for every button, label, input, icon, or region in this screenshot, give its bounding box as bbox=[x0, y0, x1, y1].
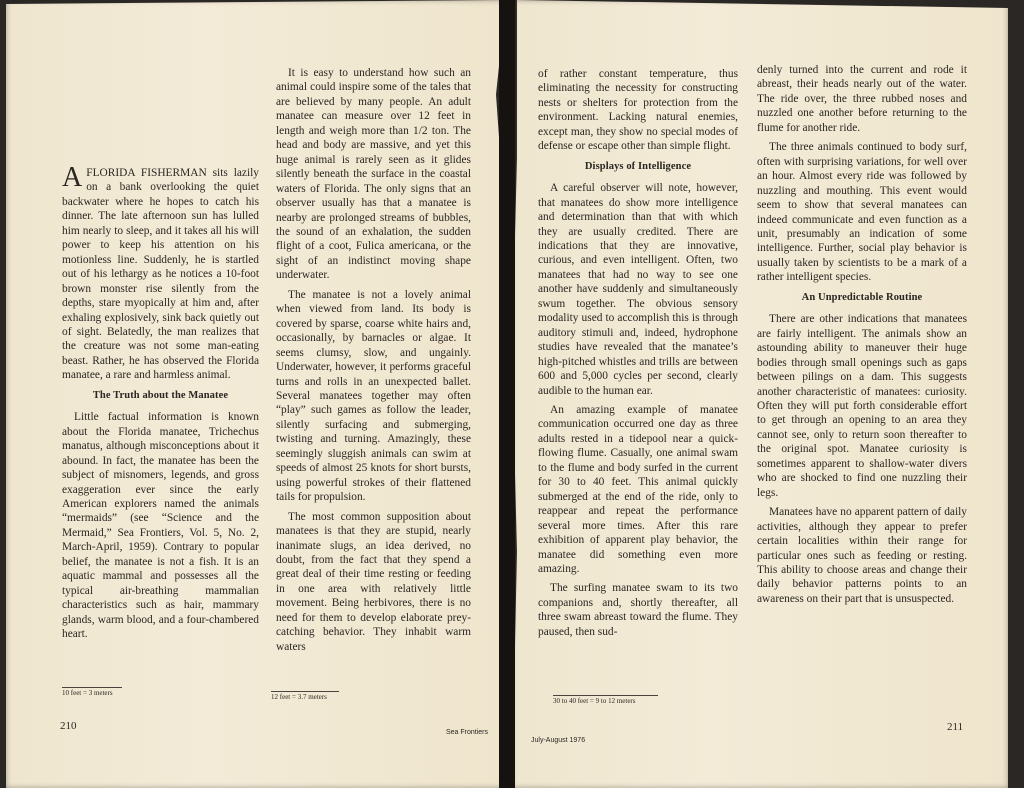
column-1 bbox=[62, 162, 259, 642]
intro-paragraph bbox=[62, 162, 259, 383]
column-3 bbox=[538, 67, 738, 639]
paragraph: The three animals continued to body surf, often with surprising variations, for well over an hour. Almost every ride was followed by nuzzling and mouthing. This event would seem to show that several manatees can indeed communicate and even function as a unit, presumably an indication of some intelligence. Further, social play behavior is usually taken by scientists to be a mark of a rather intelligent species. bbox=[757, 141, 967, 284]
paragraph: The most common supposition about manatees is that they are stupid, nearly inanimate slugs, an idea derived, no doubt, from the fact that they spend a great deal of their time resting or feeding in one area with relatively little movement. Being herbivores, there is no need for them to develop elaborate prey-catching behavior. They inhabit warm waters bbox=[276, 510, 471, 653]
paragraph: Manatees have no apparent pattern of daily activities, although they appear to prefer certain localities within their range for particular ones such as feeding or resting. This ability to choose areas and change their daily behavior patterns points to an awareness on their part that is unsuspected. bbox=[757, 506, 967, 605]
footnote: 10 feet = 3 meters bbox=[62, 687, 122, 698]
paragraph: There are other indications that manatees are fairly intelligent. The animals show an astounding ability to maneuver their huge bodies through small openings such as gaps between pilings on a dam. This suggests another characteristic of manatees: curiosity. Often they will put forth considerable effort to get through an opening to an area they cannot see, only to return soon thereafter to the original spot. Manatee curiosity is sometimes apparent to shallow-water divers who are shocked to find one nuzzling their legs. bbox=[757, 313, 967, 499]
page-number-left: 210 bbox=[60, 720, 77, 732]
paragraph: denly turned into the current and rode it abreast, their heads nearly out of the water. The ride over, the three rubbed noses and nuzzled one another before returning to the flume for another ride. bbox=[757, 64, 967, 134]
opening-words: FLORIDA FISHERMAN bbox=[86, 167, 207, 179]
paragraph: Little factual information is known about the Florida manatee, Trichechus manatus, although misconceptions about it abound. In fact, the manatee has been the subject of misnomers, legends, and gross exaggeration ever since the early American explorers named the animals “mermaids” (see “Science and the Mermaid,” Sea Frontiers, Vol. 5, No. 2, March-April, 1959). Contrary to popular belief, the manatee is not a fish. It is an aquatic mammal and possesses all the typical air-breathing mammalian characteristics such as hair, mammary glands, warm blood, and a four-chambered heart. bbox=[62, 411, 259, 641]
page-number-right: 211 bbox=[947, 721, 964, 733]
paragraph: A careful observer will note, however, that manatees do show more intelligence and determination than that with which they are usually credited. There are indications that they are innovative, curious, and even intelligent. Often, two manatees that had no way to see one another have suddenly and simultaneously swum together. The obvious sensory modality used to accomplish this is through auditory stimuli and, indeed, hydrophone studies have revealed that the manatee’s high-pitched whistles and trills are between 600 and 5,000 cycles per second, clearly audible to the human ear. bbox=[538, 182, 738, 397]
section-heading-truth: The Truth about the Manatee bbox=[92, 389, 229, 401]
intro-text: sits lazily on a bank overlooking the quiet backwater where he hopes to catch his dinner. The late afternoon sun has lulled him nearly to sleep, and it takes all his will power to keep his attention on his motionless line. Suddenly, he is startled out of his lethargy as he notices a 10-foot brown monster rise silently from the depths, stare myopically at him and, after exhaling explosively, sink back quietly out of sight. Belatedly, the man realizes that the creature was not some man-eating beast. Rather, he has observed the Florida manatee, a rare and harmless animal. bbox=[62, 167, 259, 382]
paragraph: The surfing manatee swam to its two companions and, shortly thereafter, all three swam abreast toward the flume. They paused, then sud- bbox=[538, 582, 738, 638]
paragraph: It is easy to understand how such an animal could inspire some of the tales that are believed by many people. An adult manatee can measure over 12 feet in length and weigh more than 1/2 ton. The head and body are massive, and yet this huge animal is rarely seen as it glides silently beneath the surface in the coastal waters of Florida. The only signs that an observer usually has that a manatee is nearby are prolonged streams of bubbles, the sound of an exhalation, the sudden flight of a coot, Fulica americana, or the sight of an indistinct moving shape underwater. bbox=[276, 67, 471, 282]
footnote: 12 feet = 3.7 meters bbox=[271, 691, 339, 702]
running-footer-date: July-August 1976 bbox=[531, 737, 586, 744]
paragraph: An amazing example of manatee communication occurred one day as three adults rested in a tidepool near a quick-flowing flume. Casually, one animal swam to the flume and body surfed in the current for 30 to 40 feet. This animal quickly submerged at the end of the ride, only to reappear and repeat the performance several more times. After this rare exhibition of apparent play behavior, the manatee did something even more amazing. bbox=[538, 403, 738, 575]
paragraph: The manatee is not a lovely animal when viewed from land. Its body is covered by sparse, coarse white hairs and, occasionally, by barnacles or algae. It seems clumsy, slow, and ungainly. Underwater, however, it performs graceful turns and rolls in an unexpected ballet. Several manatees together may often “play” such games as follow the leader, silently surfacing and submerging, twisting and turning. Amazingly, these seemingly sluggish animals can swim at speeds of almost 25 knots for short bursts, using powerful strokes of their flattened tails for propulsion. bbox=[276, 288, 471, 504]
drop-cap: A bbox=[62, 162, 83, 193]
section-heading-routine: An Unpredictable Routine bbox=[801, 291, 923, 303]
footnote: 30 to 40 feet = 9 to 12 meters bbox=[553, 695, 658, 706]
running-footer-journal: Sea Frontiers bbox=[446, 729, 489, 736]
page-tear-gap bbox=[499, 0, 515, 788]
column-4 bbox=[757, 63, 967, 606]
column-2 bbox=[276, 66, 471, 654]
section-heading-intelligence: Displays of Intelligence bbox=[584, 160, 692, 172]
paragraph: of rather constant temperature, thus eliminating the necessity for constructing nests or shelters for protection from the environment. Lacking natural enemies, except man, they show no special modes of defense or escape other than simple flight. bbox=[538, 68, 738, 153]
